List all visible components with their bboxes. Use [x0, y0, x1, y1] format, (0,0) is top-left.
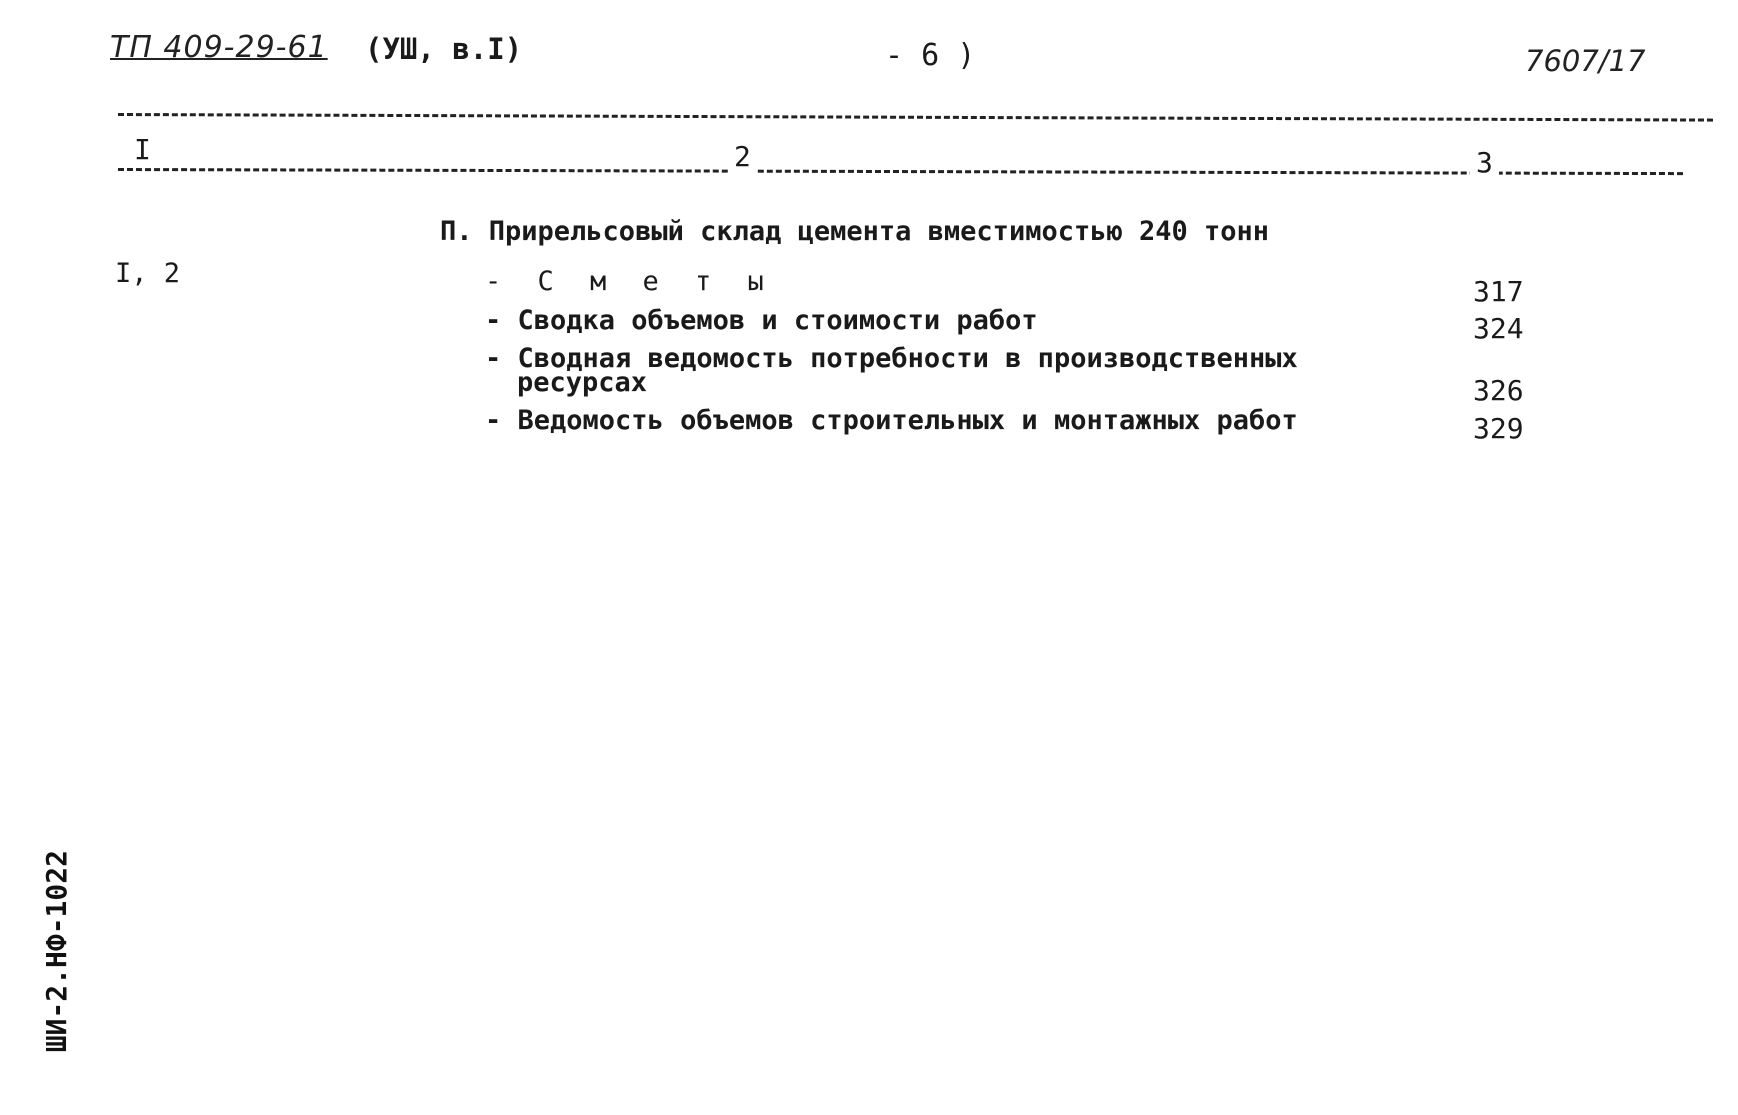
table-header-rule [118, 168, 1683, 175]
table-top-rule [118, 113, 1713, 122]
list-item-text-continuation: ресурсах [517, 367, 648, 398]
column-header-1: I [128, 133, 157, 166]
list-item-page: 326 [1473, 374, 1524, 407]
page-number: - 6 ) [885, 38, 976, 73]
sheet-reference: I, 2 [115, 258, 181, 289]
list-item-text: - Сводная ведомость потребности в производственных [485, 343, 1298, 374]
list-item-page: 317 [1473, 275, 1524, 308]
section-title: П. Прирельсовый склад цемента вместимостью 240 тонн [440, 216, 1270, 247]
list-item-page: 329 [1473, 412, 1524, 445]
list-item-page: 324 [1473, 312, 1524, 345]
archive-number: 7607/17 [1525, 44, 1646, 78]
document-volume: (УШ, в.I) [365, 32, 523, 66]
document-code: ТП 409-29-61 [110, 30, 328, 65]
margin-stamp: ШИ-2.НФ-1022 [40, 850, 73, 1053]
column-header-3: 3 [1470, 146, 1499, 179]
list-item-text: - Ведомость объемов строительных и монтажных работ [485, 405, 1298, 436]
list-item-text: - Сводка объемов и стоимости работ [485, 305, 1038, 336]
column-header-2: 2 [728, 140, 757, 173]
list-item-text: - С м е т ы [485, 266, 774, 297]
